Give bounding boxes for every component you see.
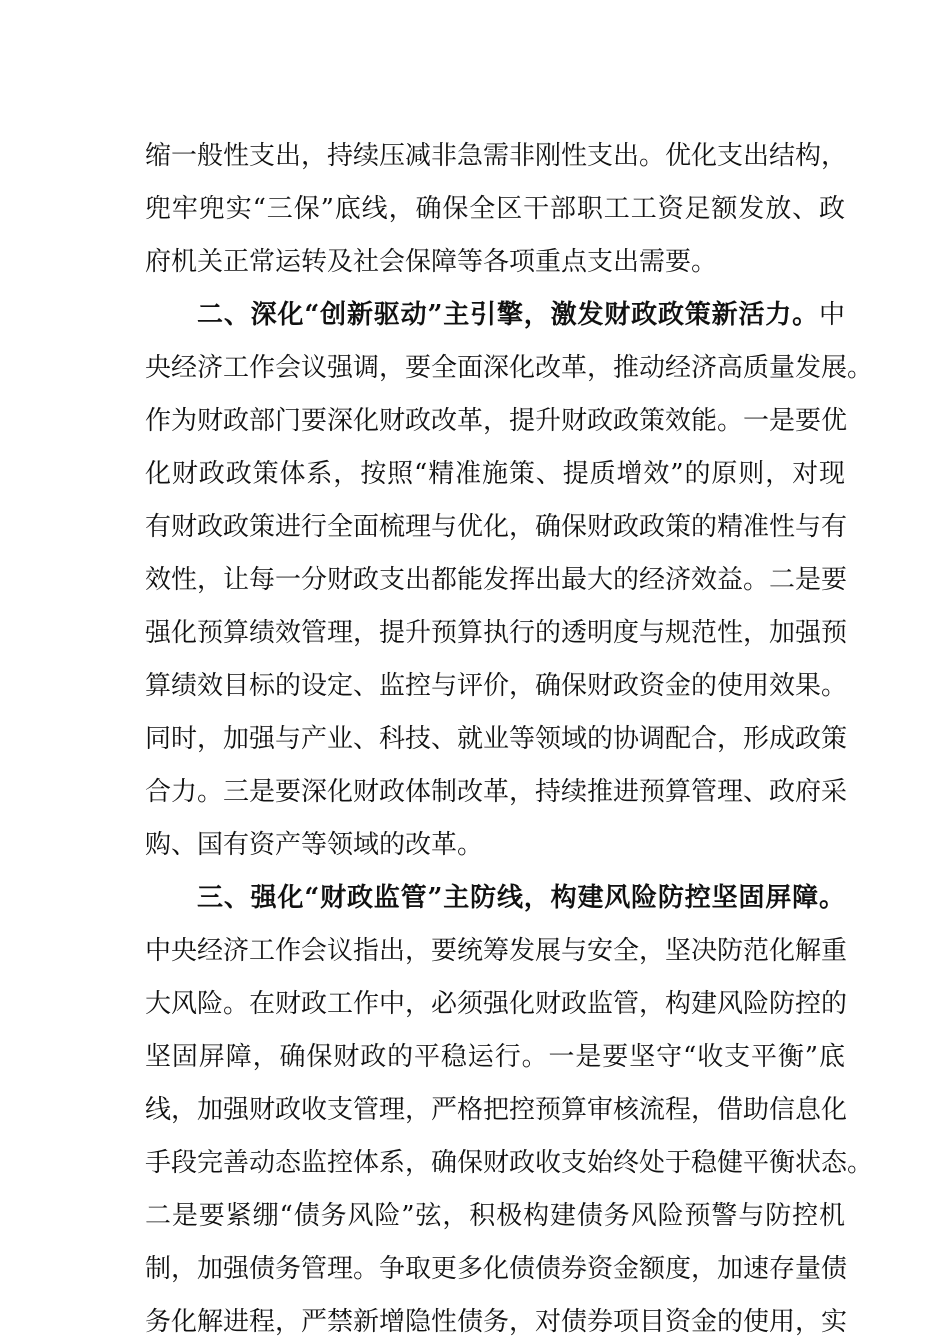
section-3-line-5: 手段完善动态监控体系，确保财政收支始终处于稳健平衡状态。 xyxy=(145,1148,874,1178)
paragraph-1-line-3: 府机关正常运转及社会保障等各项重点支出需要。 xyxy=(145,247,718,277)
section-3-line-8: 务化解进程，严禁新增隐性债务，对债券项目资金的使用，实 xyxy=(145,1307,848,1337)
paragraph-1-line-2: 兜牢兜实“三保”底线，确保全区干部职工工资足额发放、政 xyxy=(145,194,845,224)
section-2-heading-line xyxy=(197,293,845,337)
section-2-heading: 二、深化“创新驱动”主引擎，激发财政政策新活力。 xyxy=(197,300,819,330)
section-3-line-4: 线，加强财政收支管理，严格把控预算审核流程，借助信息化 xyxy=(145,1095,848,1125)
section-3-line-7: 制，加强债务管理。争取更多化债债券资金额度，加速存量债 xyxy=(145,1254,848,1284)
section-3-line-2: 大风险。在财政工作中，必须强化财政监管，构建风险防控的 xyxy=(145,989,848,1019)
section-3-line-1: 中央经济工作会议指出，要统筹发展与安全，坚决防范化解重 xyxy=(145,936,848,966)
section-2-heading-rest: 中 xyxy=(818,300,845,330)
section-2-line-8: 同时，加强与产业、科技、就业等领域的协调配合，形成政策 xyxy=(145,724,848,754)
section-3-line-6: 二是要紧绷“债务风险”弦，积极构建债务风险预警与防控机 xyxy=(145,1201,845,1231)
section-2-line-10: 购、国有资产等领域的改革。 xyxy=(145,830,484,860)
section-2-line-9: 合力。三是要深化财政体制改革，持续推进预算管理、政府采 xyxy=(145,777,848,807)
section-2-line-6: 强化预算绩效管理，提升预算执行的透明度与规范性，加强预 xyxy=(145,618,848,648)
section-2-line-7: 算绩效目标的设定、监控与评价，确保财政资金的使用效果。 xyxy=(145,671,848,701)
section-2-line-3: 化财政政策体系，按照“精准施策、提质增效”的原则，对现 xyxy=(145,459,845,489)
section-2-line-5: 效性，让每一分财政支出都能发挥出最大的经济效益。二是要 xyxy=(145,565,848,595)
section-3-heading: 三、强化“财政监管”主防线，构建风险防控坚固屏障。 xyxy=(197,883,845,913)
section-3-line-3: 坚固屏障，确保财政的平稳运行。一是要坚守“收支平衡”底 xyxy=(145,1042,845,1072)
section-2-line-2: 作为财政部门要深化财政改革，提升财政政策效能。一是要优 xyxy=(145,406,848,436)
section-2-line-4: 有财政政策进行全面梳理与优化，确保财政政策的精准性与有 xyxy=(145,512,848,542)
paragraph-1-line-1: 缩一般性支出，持续压减非急需非刚性支出。优化支出结构， xyxy=(145,141,848,171)
section-2-line-1: 央经济工作会议强调，要全面深化改革，推动经济高质量发展。 xyxy=(145,353,874,383)
